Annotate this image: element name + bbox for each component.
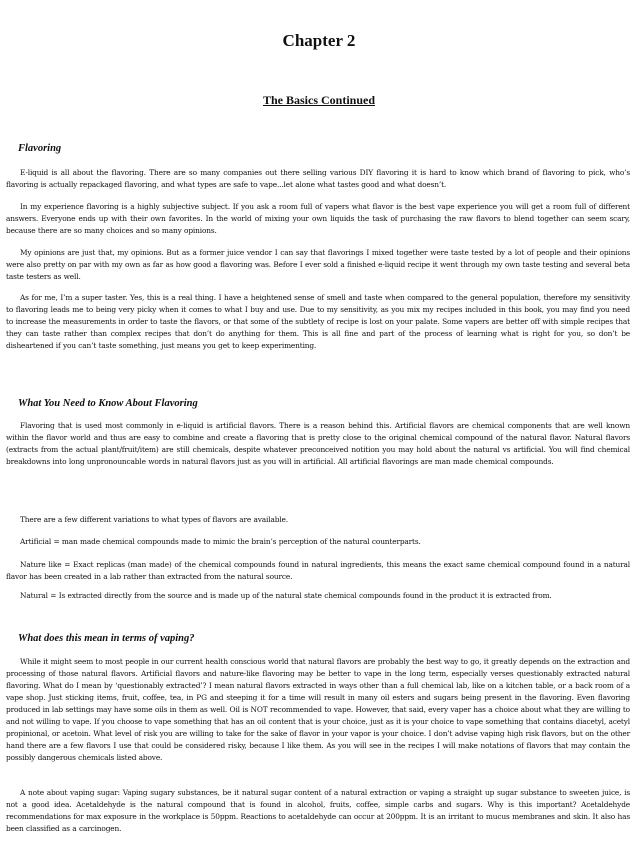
- paragraph: Natural = Is extracted directly from the source and is made up of the natural state chemical compounds found in the product it is extracted from.: [20, 591, 552, 600]
- paragraph: In my experience flavoring is a highly subjective subject. If you ask a room full of vapers what flavor is the best vape experience you will get a room full of different answers. Everyone ends up with their own favorites. In the world of mixing your own liquids the task of purchasing the raw flavors to blend together can seem scary, because there are so many choices and so many opinions.: [6, 202, 630, 235]
- paragraph: As for me, I’m a super taster. Yes, this is a real thing. I have a heightened sense of smell and taste when compared to the general population, therefore my sensitivity to flavoring leads me to being very picky when it comes to what I buy and use. Due to my sensitivity, as you mix my recipes included in this book, you may find you need to increase the measurements in order to taste the flavors, or that some of the subtlety of recipe is lost on your palate. Some vapers are better off with simple recipes that they can taste rather than complex recipes that don’t do anything for them. This is all fine and part of the process of learning what is right for you, so don’t be disheartened if you can’t taste something, just means you get to keep experimenting.: [6, 293, 630, 350]
- paragraph: My opinions are just that, my opinions. But as a former juice vendor I can say that flavorings I mixed together were taste tested by a lot of people and their opinions were also pretty on par with my own as far as how good a flavoring was. Before I ever sold a finished e-liquid recipe it went through my own taste testing and several beta taste testers as well.: [6, 248, 630, 281]
- heading-flavoring: Flavoring: [18, 143, 62, 154]
- paragraph: There are a few different variations to what types of flavors are available.: [20, 515, 288, 524]
- section-title: The Basics Continued: [262, 93, 376, 107]
- heading-what-does-this-mean: What does this mean in terms of vaping?: [18, 633, 195, 644]
- paragraph: Artificial = man made chemical compounds made to mimic the brain’s perception of the natural counterparts.: [20, 537, 421, 546]
- paragraph: While it might seem to most people in our current health conscious world that natural flavors are probably the best way to go, it greatly depends on the extraction and processing of those natural flavors. Artificial flavors and nature-like flavoring may be better to vape in the long term, especially verses questionably extracted natural flavoring. What do I mean by ‘questionably extracted’? I mean natural flavors extracted in ways other than a full chemical lab, like on a kitchen table, or a back room of a vape shop. Just sticking items, fruit, coffee, tea, in PG and steeping it for a time will result in many oil esters and sugars being present in the flavoring. Even flavoring produced in lab settings may have some oils in them as well. Oil is NOT recommended to vape. However, that said, every vaper has a choice about what they are willing to and not willing to vape. If you choose to vape something that has an oil content that is your choice, just as it is your choice to vape something that contains diacetyl, acetyl propinional, or acetoin. What level of risk you are willing to take for the sake of flavor in your vapor is your choice. I don’t advise vaping high risk flavors, but on the other hand there are a few flavors I use that could be considered risky, because I like them. As you will see in the recipes I will make notations of flavors that may contain the possibly dangerous chemicals listed above.: [6, 657, 630, 762]
- chapter-title: Chapter 2: [282, 31, 356, 50]
- heading-what-you-need: What You Need to Know About Flavoring: [18, 398, 198, 409]
- paragraph: E-liquid is all about the flavoring. There are so many companies out there selling various DIY flavoring it is hard to know which brand of flavoring to pick, who’s flavoring is actually repackaged flavoring, and what types are safe to vape...let alone what tastes good and what doesn’t.: [6, 168, 630, 189]
- paragraph: Flavoring that is used most commonly in e-liquid is artificial flavors. There is a reason behind this. Artificial flavors are chemical components that are well known within the flavor world and thus are easy to combine and create a flavoring that is pretty close to the original chemical compound of the natural flavor. Natural flavors (extracts from the actual plant/fruit/item) are still chemicals, despite whatever preconceived notition you may hold about the natural vs artificial. You will find chemical breakdowns into long unpronouncable words in natural flavors just as you will in artificial. All artificial flavorings are man made chemical compounds.: [6, 421, 630, 466]
- paragraph: Nature like = Exact replicas (man made) of the chemical compounds found in natural ingredients, this means the exact same chemical compound found in a natural flavor has been created in a lab rather than extracted from the natural source.: [6, 560, 630, 581]
- paragraph: A note about vaping sugar: Vaping sugary substances, be it natural sugar content of a natural extraction or vaping a straight up sugar substance to sweeten juice, is not a good idea. Acetaldehyde is the natural compound that is found in alcohol, fruits, coffee, simple carbs and sugars. Why is this important? Acetaldehyde recommendations for max exposure in the workplace is 50ppm. Reactions to acetaldehyde can occur at 200ppm. It is an irritant to mucus membranes and skin. It also has been classified as a carcinogen.: [6, 788, 630, 833]
